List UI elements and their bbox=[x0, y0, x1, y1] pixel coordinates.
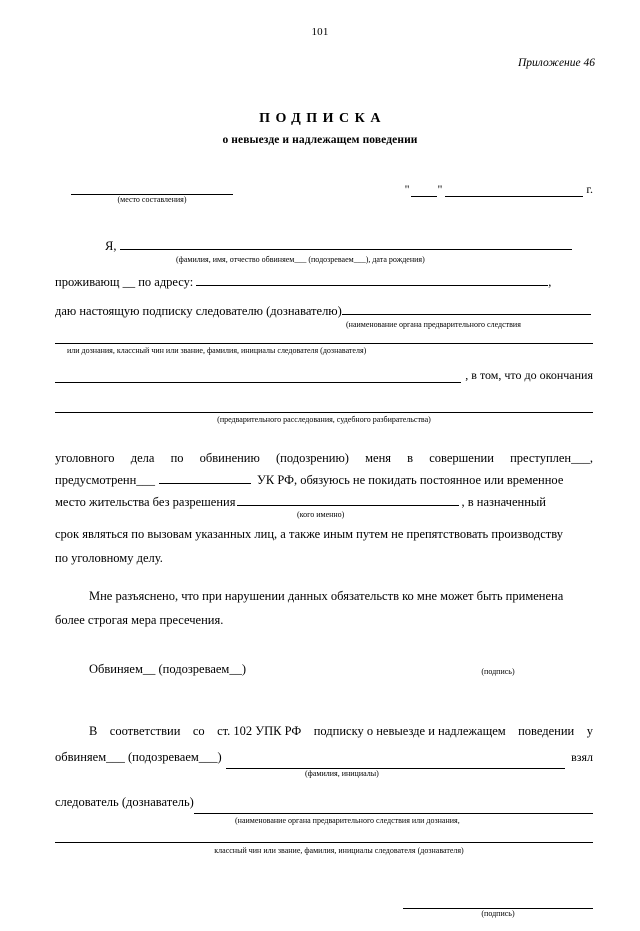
accused-signature-label: Обвиняем__ (подозреваем__) bbox=[89, 662, 246, 676]
authority-input-2[interactable] bbox=[55, 343, 593, 344]
authority-caption-wrap-2 bbox=[55, 346, 593, 356]
warning-line-1: Мне разъяснено, что при нарушении данных обязательств ко мне может быть применена bbox=[89, 589, 564, 603]
obligation-word: (подозрению) bbox=[275, 451, 349, 465]
date-field-group bbox=[404, 182, 593, 199]
residence-input[interactable] bbox=[196, 274, 548, 286]
warning-paragraph bbox=[55, 584, 593, 632]
investigator-org-caption: (наименование органа предварительного следствия или дознания, bbox=[235, 816, 460, 825]
closing-line-1 bbox=[55, 719, 593, 743]
document-page bbox=[0, 26, 640, 931]
quote-close: " bbox=[437, 182, 443, 196]
article-suffix: УК РФ, обязуюсь не покидать постоянное или временное bbox=[257, 473, 564, 487]
closing-word: со bbox=[192, 724, 205, 738]
taker-name-caption: (фамилия, инициалы) bbox=[305, 769, 379, 778]
article-prefix: предусмотренн___ bbox=[55, 473, 156, 487]
declarant-name-input[interactable] bbox=[120, 238, 572, 250]
declarant-caption-wrap bbox=[55, 255, 593, 265]
stage-input-blank[interactable] bbox=[55, 412, 593, 413]
form-body bbox=[0, 182, 640, 919]
investigator-signature-input[interactable] bbox=[403, 896, 593, 909]
undertaking-row bbox=[55, 303, 593, 319]
place-caption: (место составления) bbox=[117, 195, 187, 204]
closing-line-3 bbox=[55, 790, 593, 814]
obligation-word: уголовного bbox=[55, 451, 115, 465]
obligation-word: по bbox=[170, 451, 184, 465]
investigator-rank-input[interactable] bbox=[55, 842, 593, 843]
until-input-blank[interactable] bbox=[55, 370, 461, 383]
investigator-org-caption-wrap bbox=[55, 816, 593, 826]
obligation-line-4: срок являться по вызовам указанных лиц, а также иным путем не препятствовать производству bbox=[55, 527, 563, 541]
stage-caption: (предварительного расследования, судебного разбирательства) bbox=[217, 415, 431, 424]
accused-signature-field bbox=[403, 667, 593, 677]
investigator-rank-caption: классный чин или звание, фамилия, инициалы следователя (дознавателя) bbox=[214, 846, 464, 855]
authority-input-1[interactable] bbox=[342, 303, 591, 315]
residence-row bbox=[55, 274, 593, 290]
obligation-line-4-wrap bbox=[55, 522, 593, 570]
accused-signature-row bbox=[55, 662, 593, 677]
obligation-line-2 bbox=[55, 469, 593, 491]
closing-block bbox=[55, 719, 593, 919]
closing-word: ст. 102 УПК РФ bbox=[217, 724, 302, 738]
appendix-label: Приложение 46 bbox=[517, 57, 595, 69]
authority-caption-wrap-1 bbox=[55, 320, 593, 330]
obligation-word: меня bbox=[365, 451, 392, 465]
investigator-rank-caption-wrap bbox=[55, 846, 593, 856]
year-suffix: г. bbox=[586, 182, 593, 196]
declarant-row bbox=[55, 238, 593, 254]
investigator-label: следователь (дознаватель) bbox=[55, 795, 194, 809]
taker-suffix: взял bbox=[571, 750, 593, 764]
investigator-signature-field bbox=[403, 896, 593, 919]
permission-caption: (кого именно) bbox=[297, 510, 345, 519]
page-number: 101 bbox=[311, 26, 329, 38]
permission-suffix: , в назначенный bbox=[461, 495, 546, 509]
permission-input[interactable] bbox=[237, 494, 459, 506]
closing-word: В bbox=[89, 724, 98, 738]
obligation-word: преступлен___, bbox=[510, 451, 593, 465]
day-input-blank[interactable] bbox=[411, 185, 437, 197]
obligation-line-5: по уголовному делу. bbox=[55, 551, 163, 565]
quote-open: " bbox=[404, 182, 410, 196]
closing-line-2 bbox=[55, 745, 593, 769]
page-title: ПОДПИСКА bbox=[259, 111, 386, 126]
declarant-name-caption: (фамилия, имя, отчество обвиняем___ (подозреваем___), дата рождения) bbox=[176, 255, 425, 264]
accused-signature-caption: (подпись) bbox=[481, 667, 515, 676]
authority-caption-line1: (наименование органа предварительного следствия bbox=[346, 320, 521, 329]
authority-caption-line2: или дознания, классный чин или звание, фамилия, инициалы следователя (дознавателя) bbox=[67, 346, 367, 355]
obligation-word: совершении bbox=[429, 451, 494, 465]
investigator-signature-caption: (подпись) bbox=[481, 909, 515, 918]
obligation-word: обвинению bbox=[199, 451, 260, 465]
month-year-input-blank[interactable] bbox=[445, 185, 583, 197]
obligation-word: в bbox=[407, 451, 414, 465]
closing-word: у bbox=[586, 724, 593, 738]
document-subtitle: о невыезде и надлежащем поведении bbox=[222, 134, 418, 146]
obligation-word: дела bbox=[130, 451, 155, 465]
document-title-block bbox=[0, 111, 640, 146]
warning-line-2: более строгая мера пресечения. bbox=[55, 613, 224, 627]
taker-prefix: обвиняем___ (подозреваем___) bbox=[55, 750, 222, 764]
closing-word: поведении bbox=[518, 724, 575, 738]
declarant-label: Я, bbox=[105, 239, 117, 253]
undertaking-label: даю настоящую подписку следователю (дознавателю) bbox=[55, 304, 342, 318]
investigator-org-input[interactable] bbox=[194, 801, 593, 814]
place-input-blank[interactable] bbox=[71, 182, 233, 195]
obligation-paragraph bbox=[55, 447, 593, 632]
until-text: , в том, что до окончания bbox=[465, 368, 593, 382]
residence-comma: , bbox=[548, 275, 552, 289]
place-and-date-row bbox=[55, 182, 593, 205]
place-field-group bbox=[55, 182, 270, 205]
until-row bbox=[55, 368, 593, 383]
permission-prefix: место жительства без разрешения bbox=[55, 495, 236, 509]
stage-caption-wrap bbox=[55, 415, 593, 425]
taker-name-input[interactable] bbox=[226, 756, 565, 769]
closing-word: соответствии bbox=[109, 724, 181, 738]
taker-caption-wrap bbox=[55, 769, 593, 779]
closing-word: подписку о невыезде и надлежащем bbox=[313, 724, 506, 738]
residence-label: проживающ __ по адресу: bbox=[55, 275, 194, 289]
article-input[interactable] bbox=[159, 472, 251, 484]
obligation-line-1 bbox=[55, 447, 593, 469]
